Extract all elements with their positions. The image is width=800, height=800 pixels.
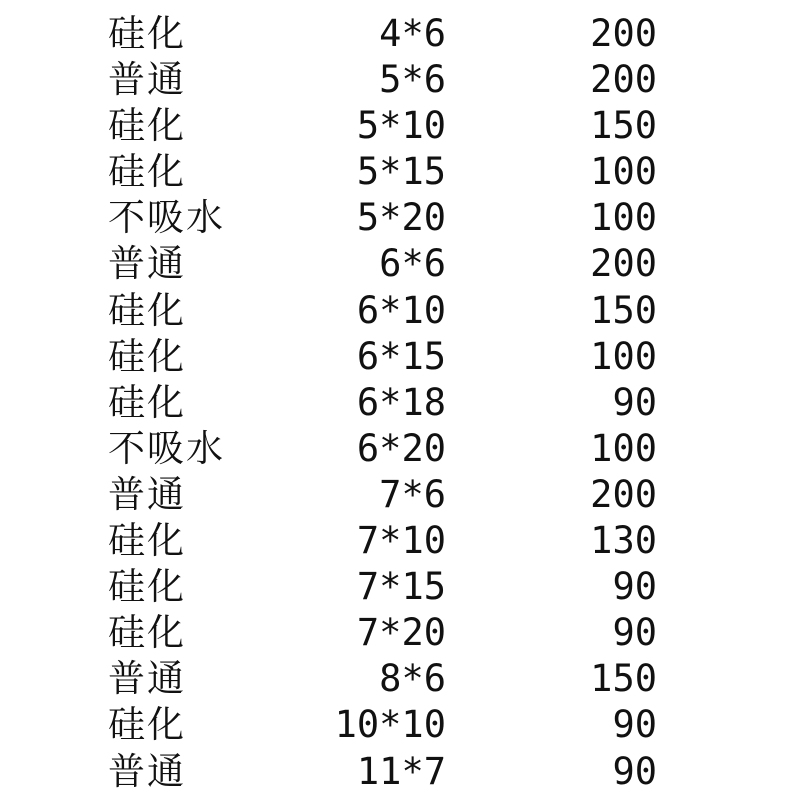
table-row <box>0 472 800 518</box>
table-row <box>0 195 800 241</box>
quantity-cell: 150 <box>590 657 657 701</box>
type-cell: 硅化 <box>108 104 186 148</box>
type-cell: 普通 <box>108 58 186 102</box>
size-cell: 6*18 <box>356 380 446 424</box>
size-cell: 5*6 <box>379 58 446 102</box>
type-cell: 普通 <box>108 242 186 286</box>
size-cell: 4*6 <box>379 12 446 55</box>
table-row <box>0 564 800 610</box>
table-row <box>0 518 800 564</box>
table-row <box>0 656 800 702</box>
size-cell: 10*10 <box>334 703 446 747</box>
type-cell: 普通 <box>108 749 186 793</box>
quantity-cell: 90 <box>612 703 657 747</box>
size-cell: 6*6 <box>379 242 446 286</box>
size-cell: 7*10 <box>356 519 446 563</box>
type-cell: 不吸水 <box>108 426 225 470</box>
table-row <box>0 11 800 57</box>
table-row <box>0 103 800 149</box>
size-cell: 6*20 <box>356 426 446 470</box>
quantity-cell: 200 <box>590 58 657 102</box>
type-cell: 硅化 <box>108 334 186 378</box>
size-cell: 7*20 <box>356 611 446 655</box>
type-cell: 不吸水 <box>108 196 225 240</box>
type-cell: 硅化 <box>108 12 186 55</box>
size-cell: 8*6 <box>379 657 446 701</box>
quantity-cell: 90 <box>612 380 657 424</box>
table-row <box>0 334 800 380</box>
table-row <box>0 426 800 472</box>
table-row <box>0 749 800 795</box>
quantity-cell: 100 <box>590 334 657 378</box>
quantity-cell: 200 <box>590 242 657 286</box>
quantity-cell: 200 <box>590 12 657 55</box>
table-row <box>0 241 800 287</box>
size-cell: 6*15 <box>356 334 446 378</box>
type-cell: 硅化 <box>108 288 186 332</box>
size-cell: 5*15 <box>356 150 446 194</box>
type-cell: 硅化 <box>108 380 186 424</box>
quantity-cell: 100 <box>590 426 657 470</box>
type-cell: 普通 <box>108 472 186 516</box>
size-cell: 11*7 <box>356 749 446 793</box>
type-cell: 硅化 <box>108 150 186 194</box>
type-cell: 硅化 <box>108 565 186 609</box>
size-cell: 7*15 <box>356 565 446 609</box>
type-cell: 硅化 <box>108 703 186 747</box>
size-cell: 5*10 <box>356 104 446 148</box>
quantity-cell: 150 <box>590 104 657 148</box>
quantity-cell: 90 <box>612 749 657 793</box>
size-cell: 7*6 <box>379 472 446 516</box>
type-cell: 硅化 <box>108 519 186 563</box>
quantity-cell: 100 <box>590 150 657 194</box>
type-cell: 硅化 <box>108 611 186 655</box>
quantity-cell: 200 <box>590 472 657 516</box>
type-cell: 普通 <box>108 657 186 701</box>
quantity-cell: 150 <box>590 288 657 332</box>
table-row <box>0 57 800 103</box>
quantity-cell: 130 <box>590 519 657 563</box>
quantity-cell: 90 <box>612 611 657 655</box>
size-cell: 6*10 <box>356 288 446 332</box>
table-row <box>0 380 800 426</box>
table-row <box>0 288 800 334</box>
table-row <box>0 610 800 656</box>
table-row <box>0 702 800 748</box>
quantity-cell: 90 <box>612 565 657 609</box>
table-row <box>0 149 800 195</box>
spec-table <box>0 11 800 795</box>
quantity-cell: 100 <box>590 196 657 240</box>
size-cell: 5*20 <box>356 196 446 240</box>
